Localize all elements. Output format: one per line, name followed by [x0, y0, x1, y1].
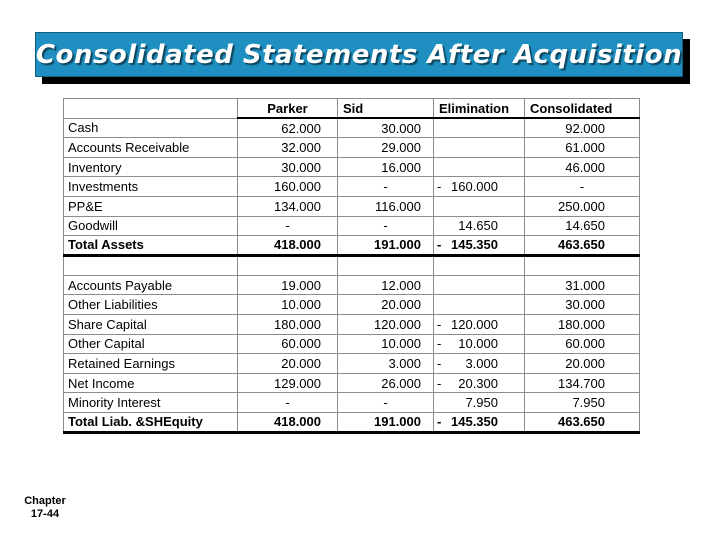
row-label: Goodwill: [64, 216, 238, 236]
cell-elimination: [434, 216, 525, 236]
cell-parker: 180.000: [238, 314, 338, 334]
cell-parker: 418.000: [238, 236, 338, 256]
cell-consolidated: 60.000: [525, 334, 640, 354]
cell-parker: 20.000: [238, 354, 338, 374]
cell-parker: 160.000: [238, 177, 338, 197]
cell-elimination: [434, 196, 525, 216]
cell-parker: -: [238, 216, 338, 236]
row-label: Other Capital: [64, 334, 238, 354]
cell-sid: 12.000: [338, 275, 434, 295]
row-label: [64, 255, 238, 275]
cell-consolidated: 46.000: [525, 157, 640, 177]
table-row: [64, 354, 640, 374]
table-row: [64, 412, 640, 432]
cell-parker: 32.000: [238, 138, 338, 158]
cell-parker: 129.000: [238, 373, 338, 393]
cell-sid: [338, 255, 434, 275]
cell-sid: 26.000: [338, 373, 434, 393]
cell-consolidated: -: [525, 177, 640, 197]
table-row: [64, 393, 640, 413]
minus-sign: -: [437, 375, 442, 391]
elimination-value: 120.000: [451, 316, 498, 332]
table-row: [64, 255, 640, 275]
table-row: [64, 295, 640, 315]
header-consolidated: Consolidated: [525, 99, 640, 119]
row-label: Total Assets: [64, 236, 238, 256]
minus-sign: -: [437, 316, 442, 332]
table-row: [64, 236, 640, 256]
elimination-value: 14.650: [458, 218, 498, 234]
cell-elimination: [434, 354, 525, 374]
cell-sid: 120.000: [338, 314, 434, 334]
header-sid: Sid: [338, 99, 434, 119]
minus-sign: -: [437, 414, 442, 430]
cell-elimination: [434, 157, 525, 177]
row-label: Other Liabilities: [64, 295, 238, 315]
cell-consolidated: [525, 255, 640, 275]
header-parker: Parker: [238, 99, 338, 119]
cell-parker: 418.000: [238, 412, 338, 432]
cell-sid: 30.000: [338, 118, 434, 138]
cell-sid: 116.000: [338, 196, 434, 216]
cell-consolidated: 31.000: [525, 275, 640, 295]
table-header-row: [64, 99, 640, 119]
cell-elimination: [434, 373, 525, 393]
cell-elimination: [434, 393, 525, 413]
cell-elimination: [434, 275, 525, 295]
table-container: [63, 98, 640, 434]
cell-consolidated: 7.950: [525, 393, 640, 413]
cell-sid: -: [338, 216, 434, 236]
chapter-footer: [20, 495, 70, 521]
header-blank: [64, 99, 238, 119]
cell-elimination: [434, 118, 525, 138]
elimination-value: 145.350: [451, 237, 498, 253]
row-label: Minority Interest: [64, 393, 238, 413]
cell-consolidated: 61.000: [525, 138, 640, 158]
row-label: Accounts Payable: [64, 275, 238, 295]
table-row: [64, 373, 640, 393]
cell-parker: 10.000: [238, 295, 338, 315]
cell-elimination: [434, 314, 525, 334]
cell-consolidated: 20.000: [525, 354, 640, 374]
table-row: [64, 196, 640, 216]
cell-elimination: [434, 255, 525, 275]
cell-elimination: [434, 295, 525, 315]
elimination-value: 20.300: [458, 375, 498, 391]
cell-consolidated: 180.000: [525, 314, 640, 334]
cell-parker: 62.000: [238, 118, 338, 138]
row-label: Investments: [64, 177, 238, 197]
row-label: Total Liab. &SHEquity: [64, 412, 238, 432]
cell-sid: 16.000: [338, 157, 434, 177]
minus-sign: -: [437, 336, 442, 352]
header-elimination: Elimination: [434, 99, 525, 119]
elimination-value: 160.000: [451, 179, 498, 195]
cell-sid: 3.000: [338, 354, 434, 374]
table-row: [64, 138, 640, 158]
minus-sign: -: [437, 237, 442, 253]
table-row: [64, 334, 640, 354]
title-bar: [35, 32, 683, 77]
table-row: [64, 275, 640, 295]
cell-parker: 19.000: [238, 275, 338, 295]
row-label: PP&E: [64, 196, 238, 216]
elimination-value: 145.350: [451, 414, 498, 430]
minus-sign: -: [437, 179, 442, 195]
row-label: Net Income: [64, 373, 238, 393]
table-row: [64, 314, 640, 334]
cell-consolidated: 14.650: [525, 216, 640, 236]
cell-elimination: [434, 177, 525, 197]
cell-elimination: [434, 236, 525, 256]
cell-parker: 60.000: [238, 334, 338, 354]
cell-consolidated: 134.700: [525, 373, 640, 393]
table-row: [64, 216, 640, 236]
cell-parker: 134.000: [238, 196, 338, 216]
row-label: Retained Earnings: [64, 354, 238, 374]
cell-sid: 29.000: [338, 138, 434, 158]
cell-sid: 20.000: [338, 295, 434, 315]
cell-parker: [238, 255, 338, 275]
cell-elimination: [434, 334, 525, 354]
elimination-value: 10.000: [458, 336, 498, 352]
row-label: Cash: [64, 118, 238, 138]
cell-consolidated: 30.000: [525, 295, 640, 315]
table-row: [64, 177, 640, 197]
row-label: Accounts Receivable: [64, 138, 238, 158]
minus-sign: -: [437, 355, 442, 371]
row-label: Share Capital: [64, 314, 238, 334]
cell-sid: -: [338, 393, 434, 413]
slide-title: Consolidated Statements After Acquisition: [35, 39, 683, 70]
cell-elimination: [434, 138, 525, 158]
table-row: [64, 118, 640, 138]
cell-parker: 30.000: [238, 157, 338, 177]
elimination-value: 7.950: [465, 395, 498, 411]
cell-consolidated: 463.650: [525, 412, 640, 432]
cell-sid: 10.000: [338, 334, 434, 354]
elimination-value: 3.000: [465, 355, 498, 371]
cell-consolidated: 463.650: [525, 236, 640, 256]
cell-consolidated: 92.000: [525, 118, 640, 138]
chapter-page-number: 17-44: [30, 508, 60, 520]
cell-parker: -: [238, 393, 338, 413]
cell-sid: 191.000: [338, 412, 434, 432]
cell-elimination: [434, 412, 525, 432]
financial-table: [63, 98, 640, 434]
cell-sid: 191.000: [338, 236, 434, 256]
row-label: Inventory: [64, 157, 238, 177]
table-row: [64, 157, 640, 177]
chapter-label: Chapter: [24, 495, 66, 507]
cell-sid: -: [338, 177, 434, 197]
cell-consolidated: 250.000: [525, 196, 640, 216]
